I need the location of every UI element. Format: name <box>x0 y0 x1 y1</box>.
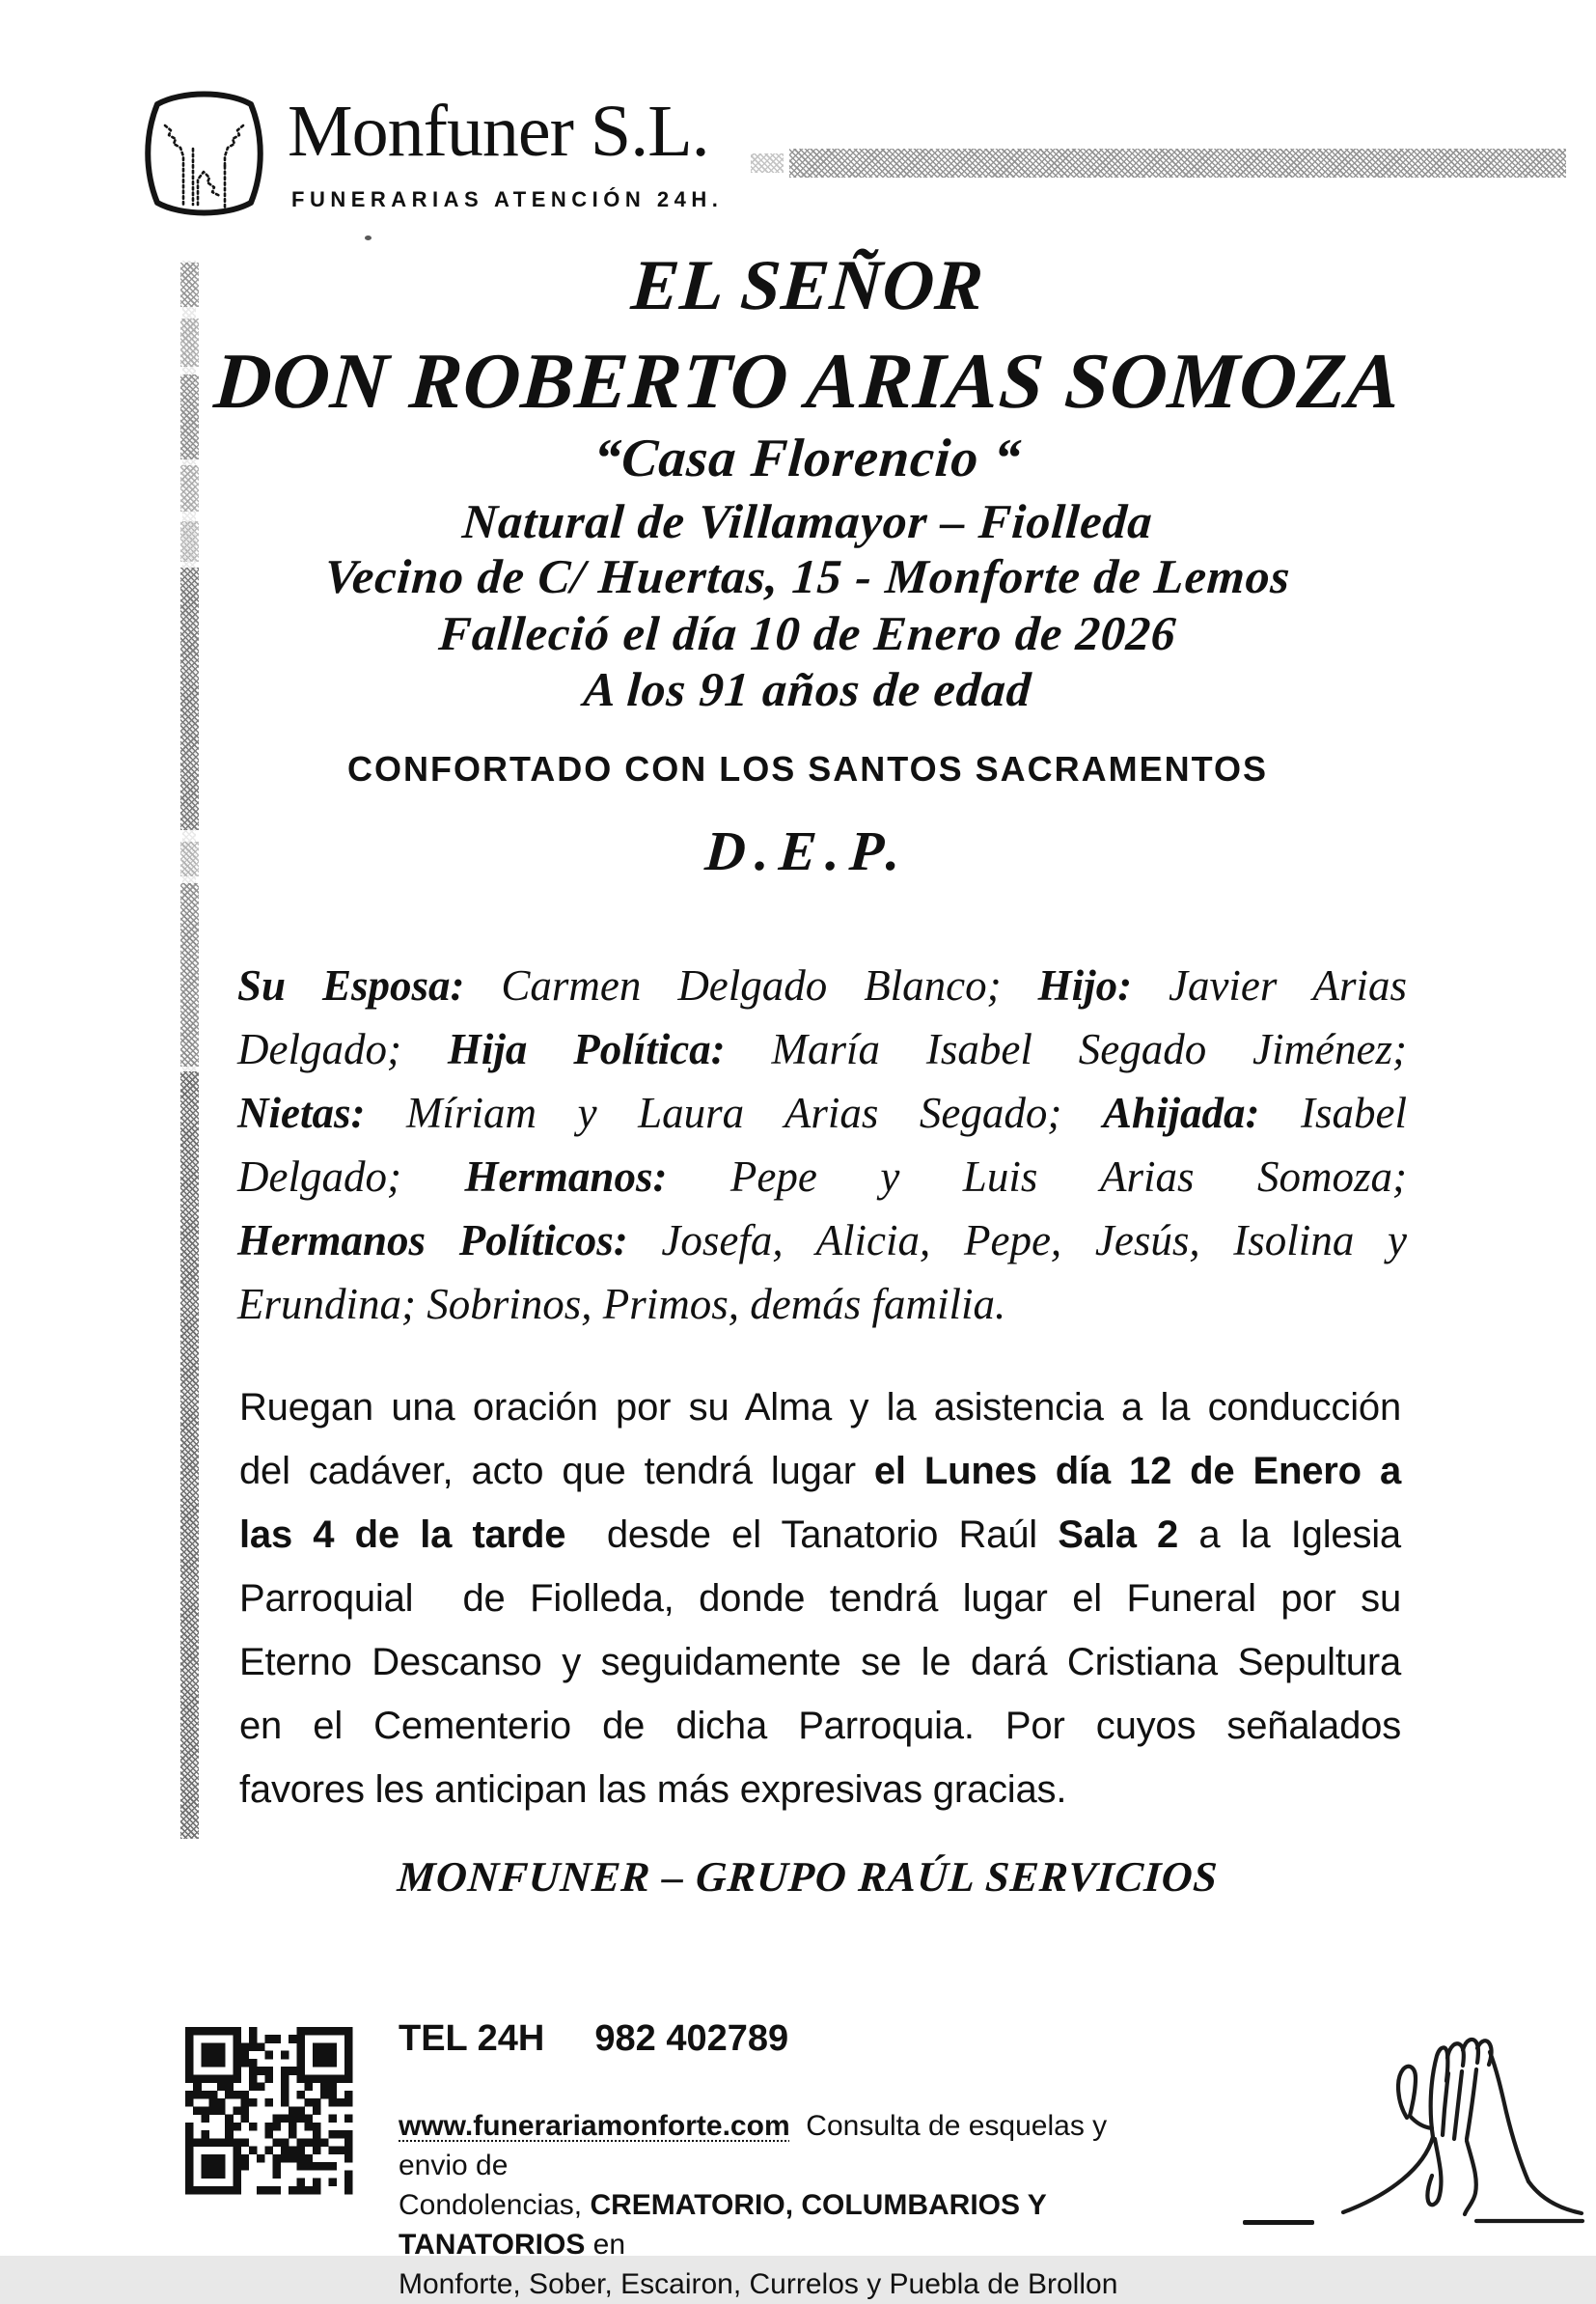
text-line <box>237 1017 1407 1081</box>
text-segment: en <box>585 2229 626 2261</box>
text-segment: Erundina; Sobrinos, Primos, demás familia. <box>237 1280 1006 1328</box>
brand-tagline: FUNERARIAS ATENCIÓN 24H. <box>291 187 724 211</box>
deceased-name: DON ROBERTO ARIAS SOMOZA <box>211 337 1404 425</box>
house-name: “Casa Florencio “ <box>592 429 1024 488</box>
rip-abbreviation: D.E.P. <box>702 819 913 882</box>
text-segment: Su Esposa: <box>237 961 465 1010</box>
text-segment: Hija Política: <box>447 1025 726 1073</box>
text-line <box>399 2185 1180 2264</box>
phone-line <box>399 2017 788 2060</box>
brand-name: Monfuner S.L. <box>288 91 709 172</box>
text-segment: Hermanos Políticos: <box>237 1216 628 1264</box>
text-line <box>399 2106 1180 2185</box>
text-line <box>239 1503 1401 1567</box>
birthplace-line: Natural de Villamayor – Fiolleda <box>460 494 1155 548</box>
text-segment: Condolencias, <box>399 2189 591 2221</box>
text-segment: en el Cementerio de dicha Parroquia. Por cuyos señalados <box>239 1705 1401 1747</box>
residence-line: Vecino de C/ Huertas, 15 - Monforte de Lemos <box>322 549 1293 603</box>
text-segment: Carmen Delgado Blanco; <box>464 961 1038 1010</box>
scan-dash-artifact <box>1243 2220 1314 2225</box>
text-line <box>239 1439 1401 1503</box>
text-segment: Sala 2 <box>1058 1513 1179 1556</box>
text-line <box>239 1567 1401 1630</box>
praying-hands-icon <box>1339 2023 1585 2228</box>
phone-number: 982 402789 <box>594 2018 789 2059</box>
family-paragraph <box>237 954 1407 1336</box>
sacraments-line: CONFORTADO CON LOS SANTOS SACRAMENTOS <box>346 749 1269 789</box>
age-line: A los 91 años de edad <box>582 662 1034 716</box>
text-segment: Monforte, Sober, Escairon, Currelos y Puebla de Brollon <box>399 2268 1118 2300</box>
text-segment: Javier Arias <box>1132 961 1408 1010</box>
text-line <box>237 954 1407 1017</box>
text-segment: Ahijada: <box>1102 1089 1260 1137</box>
text-segment: favores les anticipan las más expresivas gracias. <box>239 1768 1067 1811</box>
text-segment: María Isabel Segado Jiménez; <box>725 1025 1407 1073</box>
text-segment: www.funerariamonforte.com <box>399 2110 790 2142</box>
footer-brand-line: MONFUNER – GRUPO RAÚL SERVICIOS <box>396 1853 1220 1901</box>
title-honorific: EL SEÑOR <box>628 246 987 325</box>
scan-noise-blob <box>751 153 784 173</box>
text-segment: CREMATORIO, COLUMBARIOS Y TANATORIOS <box>399 2189 1047 2261</box>
phone-label: TEL 24H <box>399 2018 545 2059</box>
text-line <box>237 1208 1407 1272</box>
text-line <box>237 1272 1407 1336</box>
death-date-line: Falleció el día 10 de Enero de 2026 <box>437 606 1179 660</box>
text-segment: a la Iglesia <box>1178 1513 1401 1556</box>
text-line <box>239 1694 1401 1758</box>
text-segment: Consulta de esquelas y envio de <box>399 2110 1108 2181</box>
scan-noise-band <box>789 149 1566 178</box>
funeral-details-paragraph <box>239 1375 1401 1821</box>
text-segment: Josefa, Alicia, Pepe, Jesús, Isolina y <box>627 1216 1408 1264</box>
text-segment: Isabel <box>1259 1089 1407 1137</box>
scan-speck <box>365 236 371 240</box>
scan-noise-strip <box>180 883 199 1067</box>
text-segment: Ruegan una oración por su Alma y la asistencia a la conducción <box>239 1386 1401 1429</box>
text-segment: Eterno Descanso y seguidamente se le dará Cristiana Sepultura <box>239 1641 1401 1683</box>
text-segment: el Lunes día 12 de Enero a <box>873 1450 1401 1492</box>
text-line <box>239 1630 1401 1694</box>
text-line <box>237 1081 1407 1145</box>
text-segment: del cadáver, acto que tendrá lugar <box>239 1450 874 1492</box>
text-segment: desde el Tanatorio Raúl <box>565 1513 1059 1556</box>
text-segment: Delgado; <box>237 1152 465 1201</box>
text-segment: Delgado; <box>237 1025 448 1073</box>
qr-code <box>185 2027 352 2194</box>
text-line <box>399 2264 1180 2304</box>
text-segment: las 4 de la tarde <box>239 1513 566 1556</box>
text-segment: Parroquial de Fiolleda, donde tendrá lugar el Funeral por su <box>239 1577 1401 1620</box>
text-line <box>239 1375 1401 1439</box>
text-segment: Hijo: <box>1037 961 1133 1010</box>
text-segment: Míriam y Laura Arias Segado; <box>365 1089 1103 1137</box>
services-block <box>399 2106 1180 2304</box>
text-segment: Pepe y Luis Arias Somoza; <box>667 1152 1407 1201</box>
text-line <box>239 1758 1401 1821</box>
text-line <box>237 1145 1407 1208</box>
scan-noise-strip <box>180 1071 199 1839</box>
barrel-tower-icon <box>138 87 270 219</box>
text-segment: Nietas: <box>237 1089 366 1137</box>
text-segment: Hermanos: <box>464 1152 668 1201</box>
